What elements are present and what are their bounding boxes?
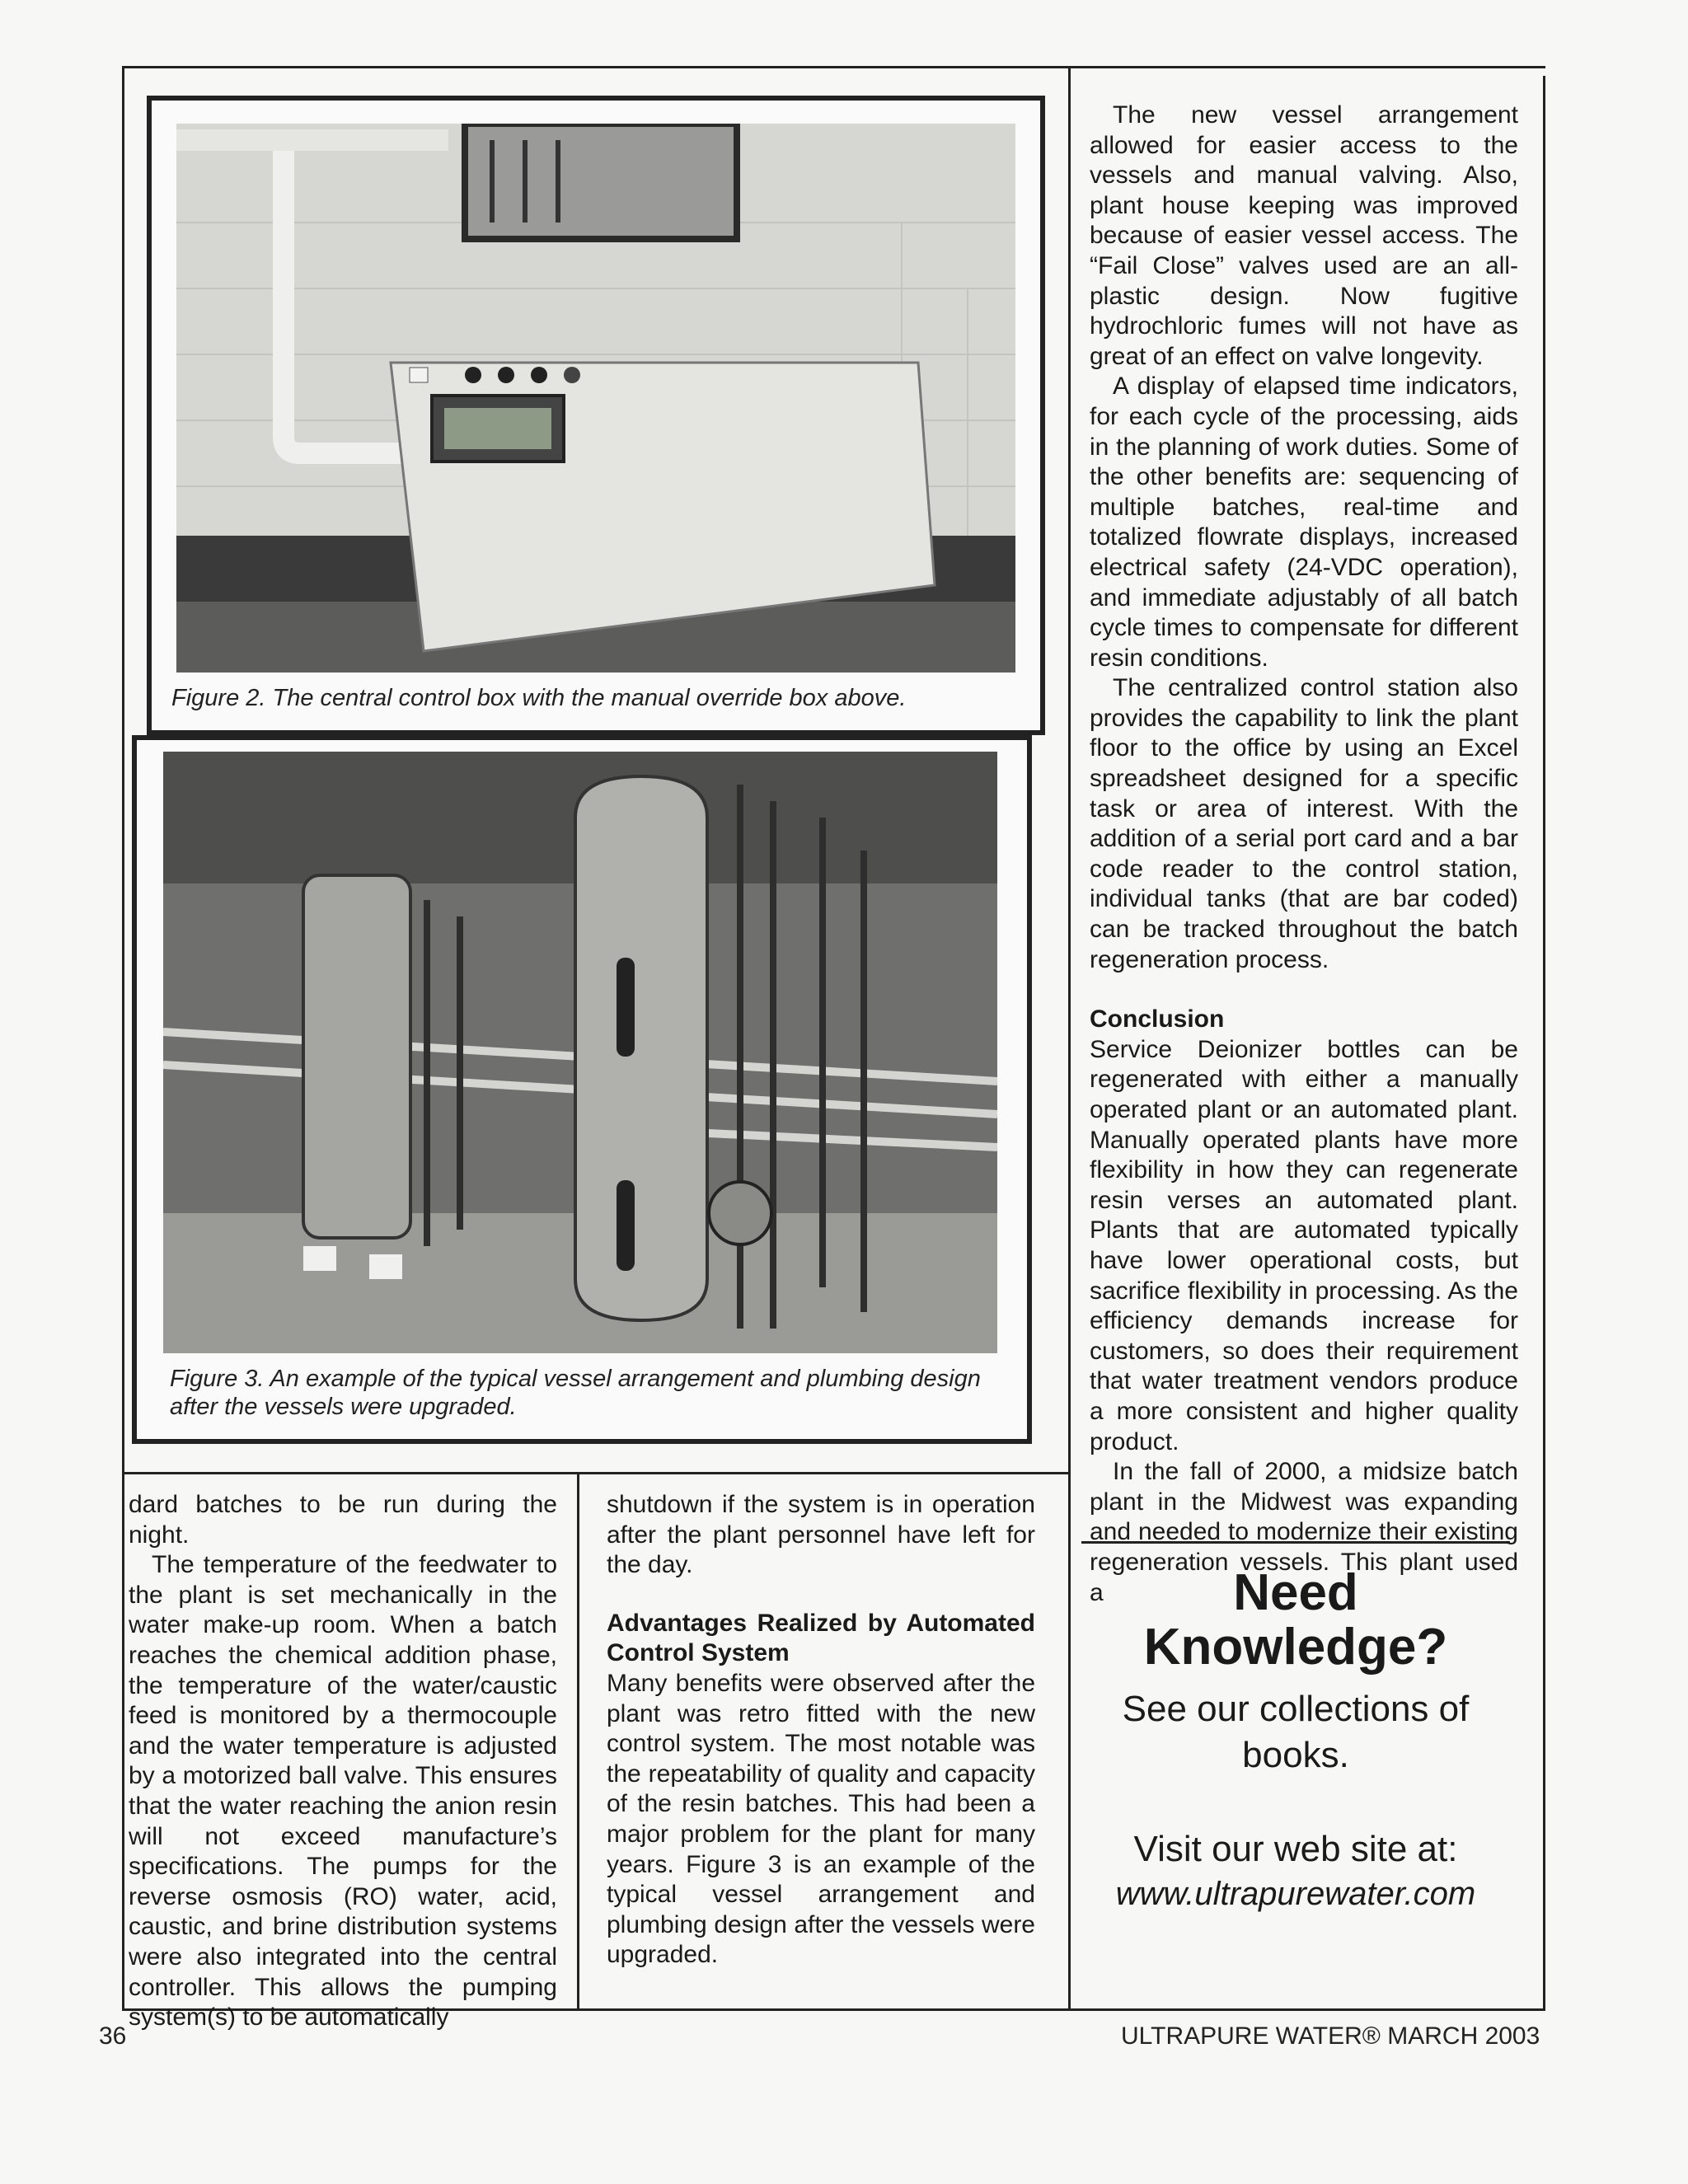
vessel-photo-art — [163, 752, 997, 1353]
frame-right — [1543, 76, 1545, 2011]
conclusion-heading: Conclusion — [1090, 1005, 1225, 1033]
page-number: 36 — [99, 2022, 127, 2050]
ad-subtext: See our collections of — [1122, 1689, 1470, 1729]
frame-top — [122, 66, 1545, 68]
body-paragraph: Many benefits were observed after the plant was retro fitted with the new control system. The most notable was the repeatability of quality and capacity of the resin batches. This had been a major problem for the plant for many years. Figure 3 is an example of the typical vessel arrangement and plumbing design after the vessels were upgraded. — [607, 1669, 1035, 1969]
frame-left — [122, 66, 124, 2011]
control-box-photo-art — [176, 124, 1015, 673]
advertisement — [1081, 1566, 1510, 1915]
ad-headline: Need — [1233, 1564, 1358, 1621]
figure-3-caption: Figure 3. An example of the typical vessel arrangement and plumbing design after the vessels were upgraded. — [170, 1366, 981, 1420]
figure-2-caption: Figure 2. The central control box with the manual override box above. — [171, 685, 907, 711]
right-column — [1090, 101, 1518, 1608]
divider-figures-bottom — [122, 1472, 1070, 1474]
divider-lower-columns — [577, 1472, 579, 2011]
figure-2-box — [147, 96, 1045, 735]
figure-2-photo — [176, 124, 1015, 673]
body-paragraph: shutdown if the system is in operation after the plant personnel have left for the day. — [607, 1491, 1035, 1579]
figure-3-photo — [163, 752, 997, 1353]
body-paragraph: The temperature of the feedwater to the plant is set mechanically in the water make-up room. When a batch reaches the chemical addition phase, the temperature of the water/caustic feed is monitored by a thermocouple and the water temperature is adjusted by a motorized ball valve. This ensures that the water reaching the anion resin will not exceed manufacture’s specifications. The pumps for the reverse osmosis (RO) water, acid, caustic, and brine distribution systems were also integrated into the central controller. This allows the pumping system(s) to be automatically — [129, 1551, 557, 2032]
ad-subtext: books. — [1242, 1735, 1349, 1775]
ad-headline: Knowledge? — [1143, 1619, 1448, 1675]
ad-url[interactable]: www.ultrapurewater.com — [1115, 1876, 1476, 1912]
body-paragraph: A display of elapsed time indicators, for each cycle of the processing, aids in the planning of work duties. Some of the other benefits are: sequencing of multiple batches, real-time and totalized flowrate displays, increased electrical safety (24-VDC operation), and immediate adjustably of all batch cycle times to compensate for different resin conditions. — [1090, 373, 1518, 672]
divider-right-column — [1068, 66, 1071, 2011]
body-paragraph: In the fall of 2000, a midsize batch plant in the Midwest was expanding and needed to modernize their existing regeneration vessels. This plant used a — [1090, 1458, 1518, 1606]
left-column — [129, 1490, 557, 2033]
figure-3-box — [132, 735, 1032, 1444]
section-heading: Advantages Realized by Automated Control System — [607, 1609, 1035, 1667]
body-paragraph: The centralized control station also provides the capability to link the plant floor to the office by using an Excel spreadsheet designed for a specific task or area of interest. With the addition of a serial port card and a bar code reader to the control station, individual tanks (that are bar coded) can be tracked throughout the batch regeneration process. — [1090, 674, 1518, 973]
body-paragraph: The new vessel arrangement allowed for easier access to the vessels and manual valving. Also, plant house keeping was improved because of easier vessel access. The “Fail Close” valves used are an all-plastic design. Now fugitive hydrochloric fumes will not have as great of an effect on valve longevity. — [1090, 101, 1518, 370]
body-paragraph: dard batches to be run during the night. — [129, 1491, 557, 1549]
footer-journal: ULTRAPURE WATER® MARCH 2003 — [1121, 2022, 1540, 2050]
body-paragraph: Service Deionizer bottles can be regenerated with either a manually operated plant or an automated plant. Manually operated plants have more flexibility in how they can regenerate resin verses an automated plant. Plants that are automated typically have lower operational costs, but sacrifice flexibility in processing. As the efficiency demands increase for customers, so does their requirement that water treatment vendors produce a more consistent and higher quality product. — [1090, 1035, 1518, 1455]
ad-visit: Visit our web site at: — [1133, 1829, 1458, 1869]
middle-column — [607, 1490, 1035, 1971]
